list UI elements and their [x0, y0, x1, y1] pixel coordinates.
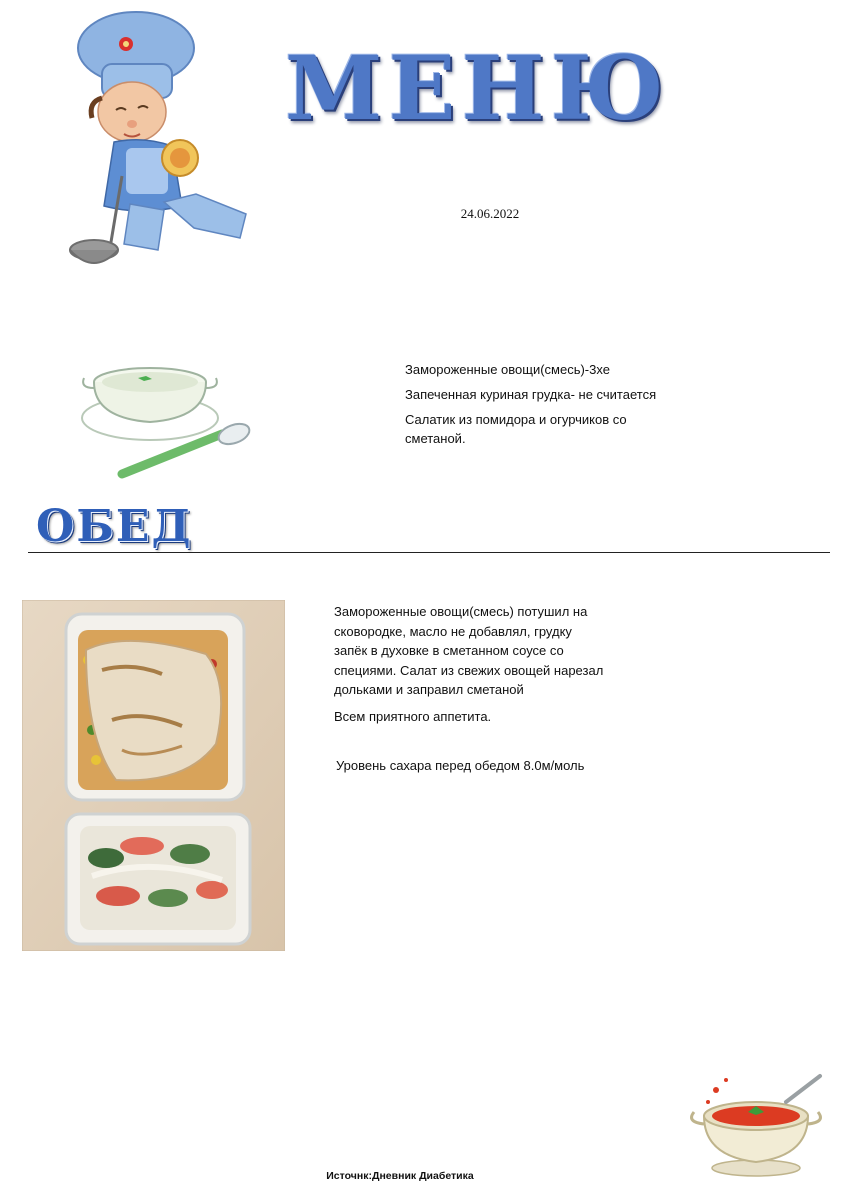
section-title-lunch: ОБЕД — [36, 501, 193, 552]
menu-item: Запеченная куриная грудка- не считается — [405, 387, 657, 402]
soup-bowl-illustration — [78, 356, 254, 488]
page-title: МЕНЮ — [285, 36, 670, 140]
menu-item: Салатик из помидора и огурчиков со сметаной. — [405, 412, 627, 446]
source-credit: Источнк:Дневник Диабетика — [326, 1170, 474, 1182]
meal-description — [334, 602, 604, 733]
section-divider — [28, 552, 830, 553]
description-paragraph: Замороженные овощи(смесь) потушил на сковородке, масло не добавлял, грудку запёк в духовке в сметанном соусе со специями. Салат из свежих овощей нарезал дольками и заправил сметаной — [334, 604, 604, 697]
menu-item: Замороженные овощи(смесь)-3хе — [405, 362, 610, 377]
description-paragraph: Всем приятного аппетита. — [334, 708, 492, 724]
menu-date: 24.06.2022 — [460, 206, 520, 221]
sugar-level-text: Уровень сахара перед обедом 8.0м/моль — [336, 758, 585, 773]
chef-illustration — [44, 6, 260, 272]
menu-items-list — [405, 360, 675, 454]
tomato-soup-illustration — [686, 1072, 832, 1180]
meal-photo — [22, 600, 285, 951]
